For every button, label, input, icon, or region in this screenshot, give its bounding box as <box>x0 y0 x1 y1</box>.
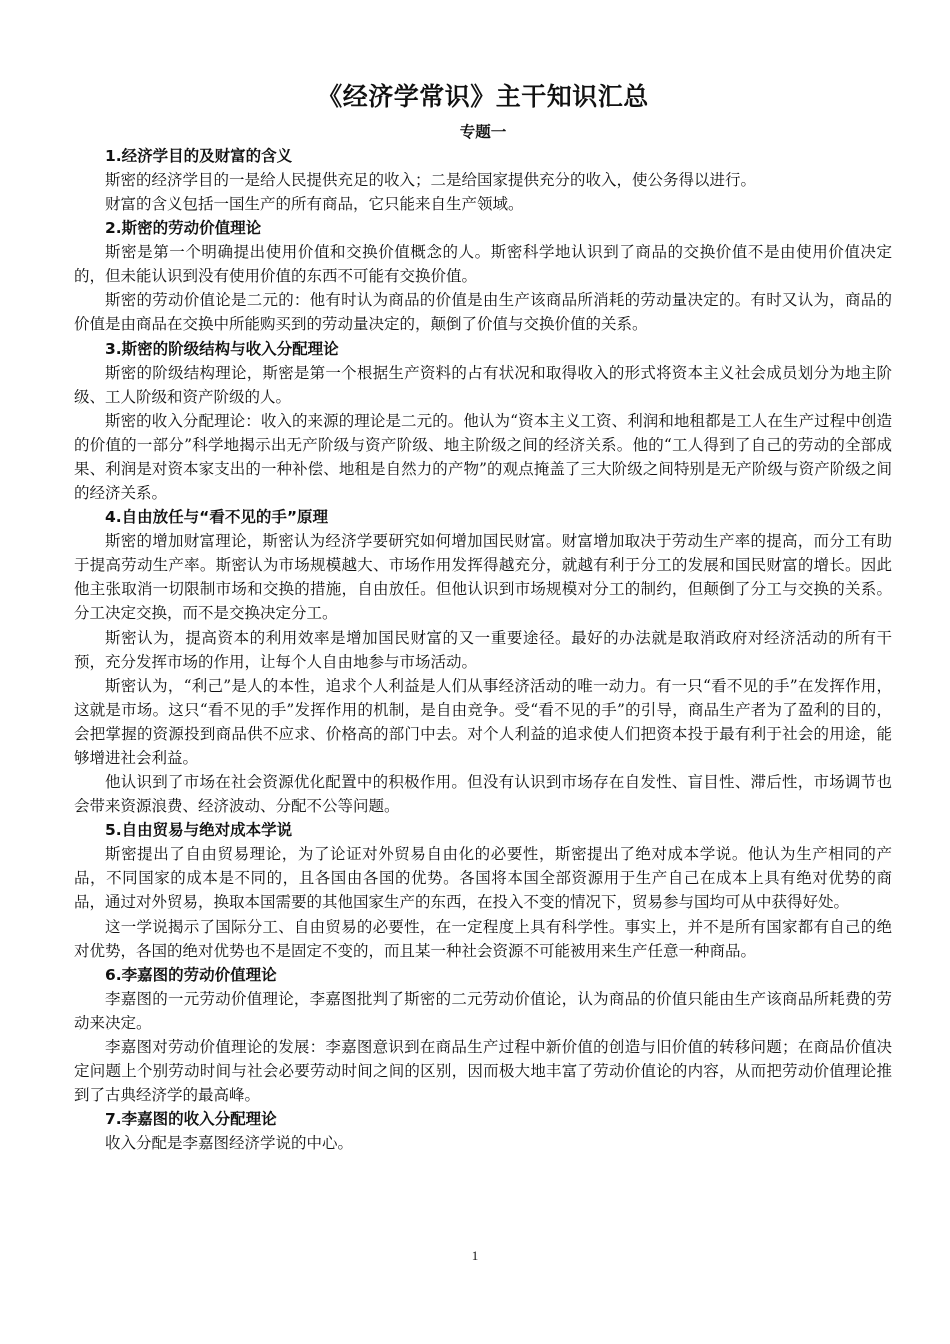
paragraph: 斯密的收入分配理论：收入的来源的理论是二元的。他认为“资本主义工资、利润和地租都是工人在生产过程中创造的价值的一部分”科学地揭示出无产阶级与资产阶级、地主阶级之间的经济关系。他的“工人得到了自己的劳动的全部成果、利润是对资本家支出的一种补偿、地租是自然力的产物”的观点掩盖了三大阶级之间特别是无产阶级与资产阶级之间的经济关系。 <box>74 411 892 503</box>
topic-subtitle: 专题一 <box>459 122 507 141</box>
document-title: 《经济学常识》主干知识汇总 <box>317 82 649 111</box>
section-heading: 3.斯密的阶级结构与收入分配理论 <box>105 339 339 358</box>
section-1 <box>74 144 892 216</box>
section-6 <box>74 963 892 1107</box>
paragraph: 这一学说揭示了国际分工、自由贸易的必要性，在一定程度上具有科学性。事实上，并不是所有国家都有自己的绝对优势，各国的绝对优势也不是固定不变的，而且某一种社会资源不可能被用来生产任意一种商品。 <box>74 917 892 960</box>
section-5 <box>74 818 892 962</box>
section-7 <box>74 1107 892 1155</box>
paragraph: 财富的含义包括一国生产的所有商品，它只能来自生产领域。 <box>105 195 524 214</box>
paragraph: 斯密的经济学目的一是给人民提供充足的收入；二是给国家提供充分的收入，使公务得以进行。 <box>105 171 757 189</box>
section-heading: 2.斯密的劳动价值理论 <box>105 219 262 238</box>
paragraph: 他认识到了市场在社会资源优化配置中的积极作用。但没有认识到市场存在自发性、盲目性、滞后性，市场调节也会带来资源浪费、经济波动、分配不公等问题。 <box>74 773 892 816</box>
paragraph: 斯密认为，提高资本的利用效率是增加国民财富的又一重要途径。最好的办法就是取消政府对经济活动的所有干预，充分发挥市场的作用，让每个人自由地参与市场活动。 <box>74 628 892 671</box>
paragraph: 斯密是第一个明确提出使用价值和交换价值概念的人。斯密科学地认识到了商品的交换价值不是由使用价值决定的，但未能认识到没有使用价值的东西不可能有交换价值。 <box>74 243 892 286</box>
paragraph: 斯密提出了自由贸易理论，为了论证对外贸易自由化的必要性，斯密提出了绝对成本学说。他认为生产相同的产品，不同国家的成本是不同的，且各国由各国的优势。各国将本国全部资源用于生产自己在成本上具有绝对优势的商品，通过对外贸易，换取本国需要的其他国家生产的东西，在投入不变的情况下，贸易参与国均可从中获得好处。 <box>74 845 892 912</box>
paragraph: 斯密的阶级结构理论，斯密是第一个根据生产资料的占有状况和取得收入的形式将资本主义社会成员划分为地主阶级、工人阶级和资产阶级的人。 <box>74 363 892 406</box>
section-heading: 6.李嘉图的劳动价值理论 <box>105 965 277 984</box>
paragraph: 收入分配是李嘉图经济学说的中心。 <box>105 1134 354 1153</box>
paragraph: 斯密的劳动价值论是二元的：他有时认为商品的价值是由生产该商品所消耗的劳动量决定的。有时又认为，商品的价值是由商品在交换中所能购买到的劳动量决定的，颠倒了价值与交换价值的关系。 <box>74 291 892 334</box>
section-4 <box>74 505 892 818</box>
paragraph: 李嘉图的一元劳动价值理论，李嘉图批判了斯密的二元劳动价值论，认为商品的价值只能由生产该商品所耗费的劳动来决定。 <box>74 989 892 1032</box>
section-heading: 5.自由贸易与绝对成本学说 <box>105 821 293 840</box>
section-3 <box>74 337 892 506</box>
section-heading: 4.自由放任与“看不见的手”原理 <box>105 508 329 527</box>
paragraph: 斯密认为，“利己”是人的本性，追求个人利益是人们从事经济活动的唯一动力。有一只“看不见的手”在发挥作用，这就是市场。这只“看不见的手”发挥作用的机制，是自由竞争。受“看不见的手”的引导，商品生产者为了盈利的目的，会把掌握的资源投到商品供不应求、价格高的部门中去。对个人利益的追求使人们把资本投于最有利于社会的用途，能够增进社会利益。 <box>74 676 892 767</box>
section-2 <box>74 216 892 336</box>
section-heading: 1.经济学目的及财富的含义 <box>105 147 293 165</box>
paragraph: 斯密的增加财富理论，斯密认为经济学要研究如何增加国民财富。财富增加取决于劳动生产率的提高，而分工有助于提高劳动生产率。斯密认为市场规模越大、市场作用发挥得越充分，就越有利于分工的发展和国民财富的增长。因此他主张取消一切限制市场和交换的措施，自由放任。但他认识到市场规模对分工的制约，但颠倒了分工与交换的关系。分工决定交换，而不是交换决定分工。 <box>74 532 892 623</box>
page-content <box>74 80 892 1155</box>
section-heading: 7.李嘉图的收入分配理论 <box>105 1110 277 1129</box>
page-number: 1 <box>471 1248 479 1263</box>
paragraph: 李嘉图对劳动价值理论的发展：李嘉图意识到在商品生产过程中新价值的创造与旧价值的转移问题；在商品价值决定问题上个别劳动时间与社会必要劳动时间之间的区别，因而极大地丰富了劳动价值论的内容，从而把劳动价值理论推到了古典经济学的最高峰。 <box>74 1037 892 1105</box>
